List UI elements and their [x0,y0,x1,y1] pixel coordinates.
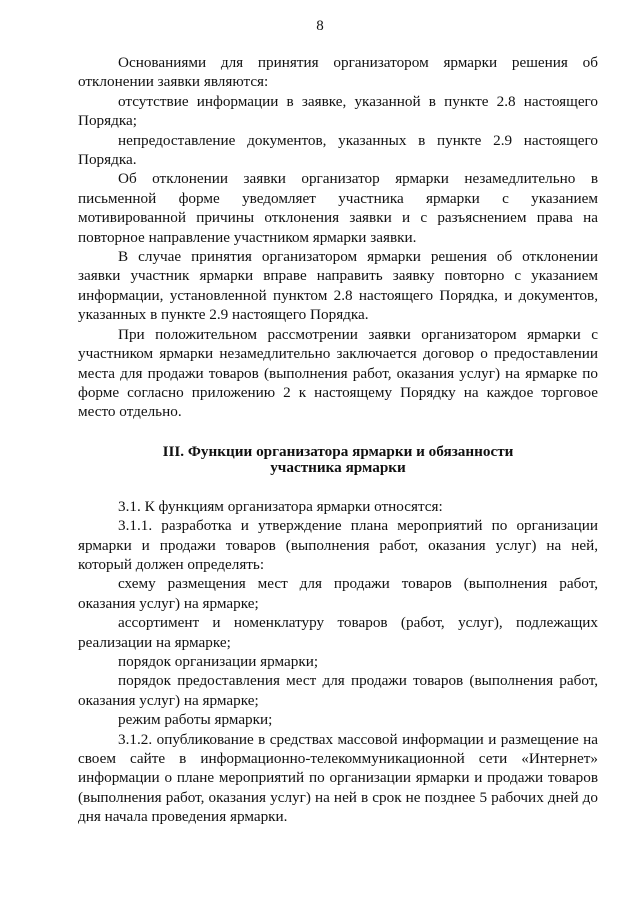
section-heading-line-1: III. Функции организатора ярмарки и обязанности [162,442,514,460]
paragraph-placement-scheme: схему размещения мест для продажи товаров (выполнения работ, оказания услуг) на ярмарке; [78,575,598,612]
paragraph-3-1-1: 3.1.1. разработка и утверждение плана мероприятий по организации ярмарки и продажи товаров (выполнения работ, оказания услуг) на ней, который должен определять: [78,517,598,573]
paragraph-missing-documents: непредоставление документов, указанных в пункте 2.9 настоящего Порядка. [78,131,598,169]
paragraph-assortment: ассортимент и номенклатуру товаров (работ, услуг), подлежащих реализации на ярмарке; [78,614,598,651]
section-heading-line-2: участника ярмарки [270,458,406,476]
paragraph-working-hours: режим работы ярмарки; [118,711,273,729]
paragraph-rejection-notice: Об отклонении заявки организатор ярмарки незамедлительно в письменной форме уведомляет участника ярмарки с указанием мотивированной причины отклонения заявки и с разъяснением права на повторное направление участником ярмарки заявки. [78,170,598,246]
page-number: 8 [316,18,324,34]
paragraph-organization-order: порядок организации ярмарки; [118,652,319,670]
paragraph-3-1: 3.1. К функциям организатора ярмарки относятся: [118,497,443,515]
paragraph-rejection-grounds: Основаниями для принятия организатором ярмарки решения об отклонении заявки являются: [78,54,598,91]
paragraph-contract: При положительном рассмотрении заявки организатором ярмарки с участником ярмарки незамедлительно заключается договор о предоставлении места для продажи товаров (выполнения работ, оказания услуг) на ярмарке по форме согласно приложению 2 к настоящему Порядку на каждое торговое место отдельно. [78,325,598,421]
section-heading [78,444,598,476]
document-body [78,53,598,827]
paragraph-resubmission: В случае принятия организатором ярмарки решения об отклонении заявки участник ярмарки вправе направить заявку повторно с указанием информации, установленной пунктом 2.8 настоящего Порядка, и документов, указанных в пункте 2.9 настоящего Порядка. [78,248,598,324]
paragraph-missing-info: отсутствие информации в заявке, указанной в пункте 2.8 настоящего Порядка; [78,92,598,130]
paragraph-3-1-2: 3.1.2. опубликование в средствах массовой информации и размещение на своем сайте в информационно-телекоммуникационной сети «Интернет» информации о плане мероприятий по организации ярмарки и продажи товаров (выполнения работ, оказания услуг) на ней в срок не позднее 5 рабочих дней до дня начала проведения ярмарки. [78,730,598,826]
paragraph-place-provision: порядок предоставления мест для продажи товаров (выполнения работ, оказания услуг) на ярмарке; [78,672,598,709]
